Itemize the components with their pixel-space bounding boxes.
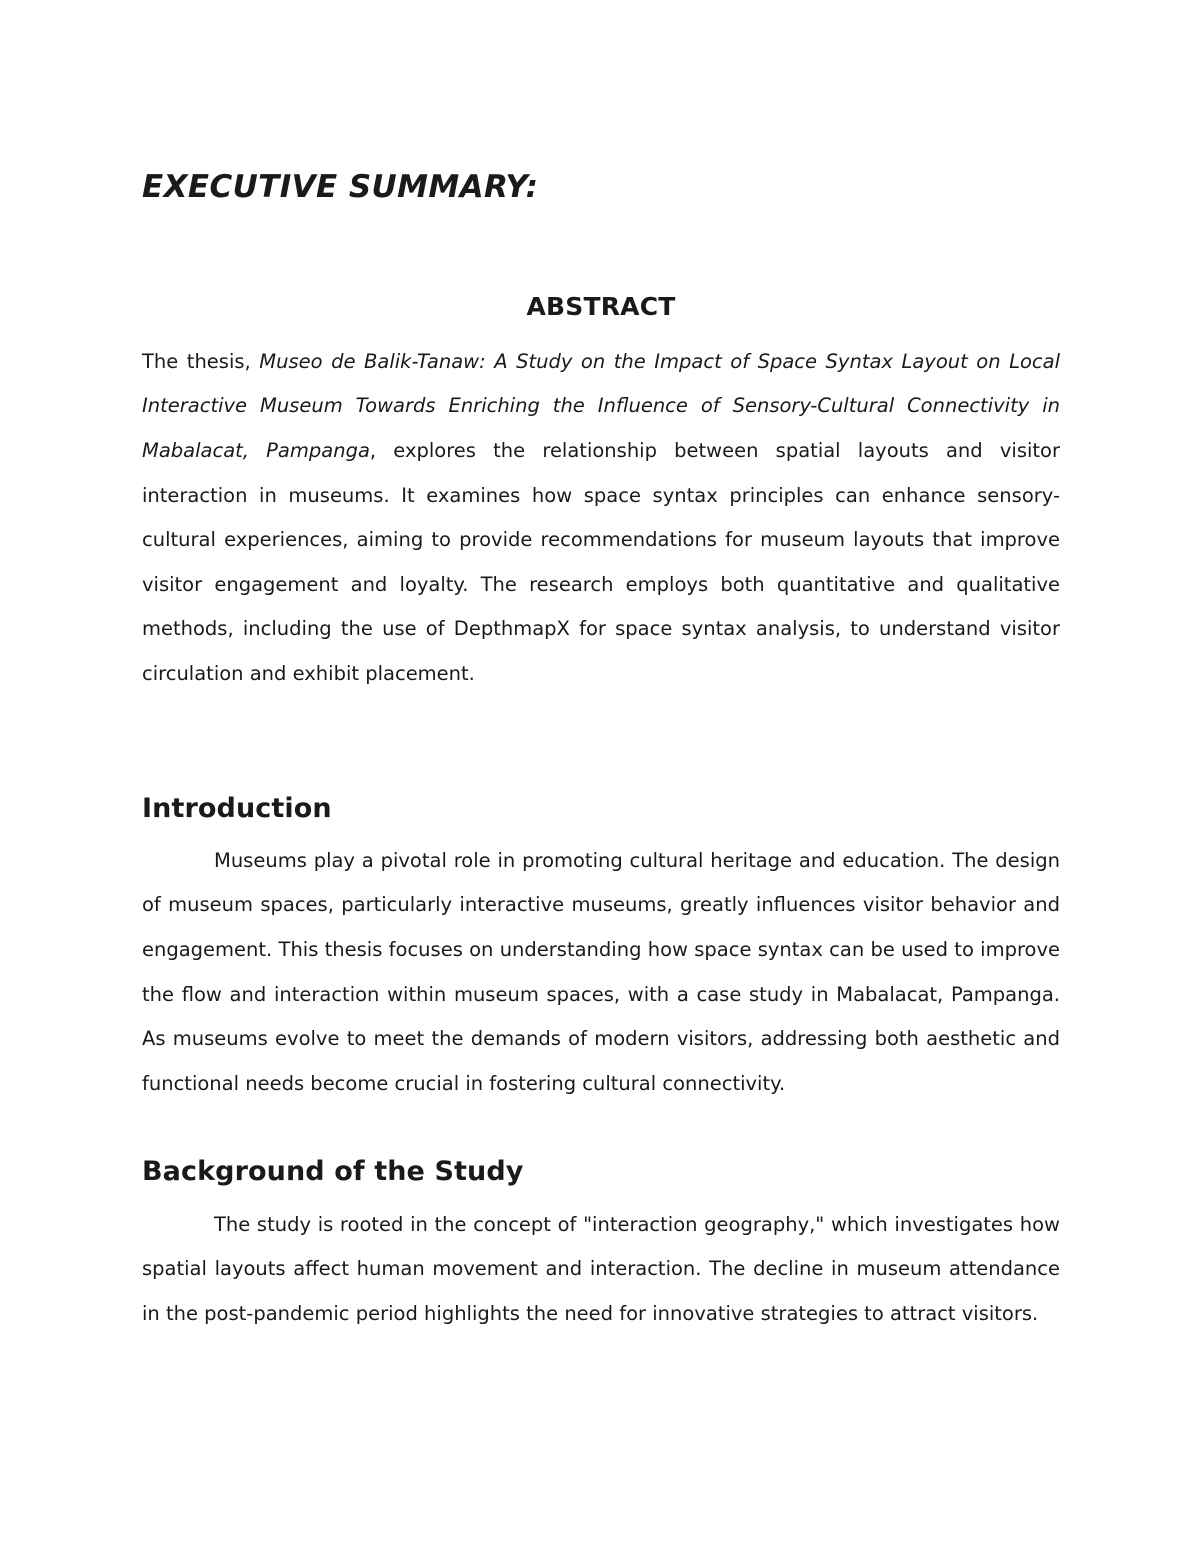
background-of-the-study-paragraph: The study is rooted in the concept of "interaction geography," which investigates how spatial layouts affect human movement and interaction. The decline in museum attendance in the post-pandemic period highlights the need for innovative strategies to attract visitors. [142, 1212, 1060, 1326]
abstract-paragraph [142, 322, 1060, 697]
abstract-lead-text: The thesis, [142, 349, 260, 373]
introduction-paragraph: Museums play a pivotal role in promoting cultural heritage and education. The design of museum spaces, particularly interactive museums, greatly influences visitor behavior and engagement. This thesis focuses on understanding how space syntax can be used to improve the flow and interaction within museum spaces, with a case study in Mabalacat, Pampanga. As museums evolve to meet the demands of modern visitors, addressing both aesthetic and functional needs become crucial in fostering cultural connectivity. [142, 848, 1060, 1095]
abstract-body-text: , explores the relationship between spatial layouts and visitor interaction in museums. It examines how space syntax principles can enhance sensory-cultural experiences, aiming to provide recommendations for museum layouts that improve visitor engagement and loyalty. The research employs both quantitative and qualitative methods, including the use of DepthmapX for space syntax analysis, to understand visitor circulation and exhibit placement. [142, 438, 1060, 685]
abstract-heading: ABSTRACT [526, 291, 676, 321]
abstract-thesis-title: Museo de Balik-Tanaw: A Study on the Impact of Space Syntax Layout on Local Interactive Museum Towards Enriching the Influence of Sensory-Cultural Connectivity in Mabalacat, Pampanga [142, 349, 1061, 462]
introduction-heading: Introduction [142, 792, 332, 824]
document-content-column [142, 0, 1060, 1337]
background-of-the-study-heading: Background of the Study [142, 1156, 524, 1188]
page-title: EXECUTIVE SUMMARY: [142, 169, 539, 205]
